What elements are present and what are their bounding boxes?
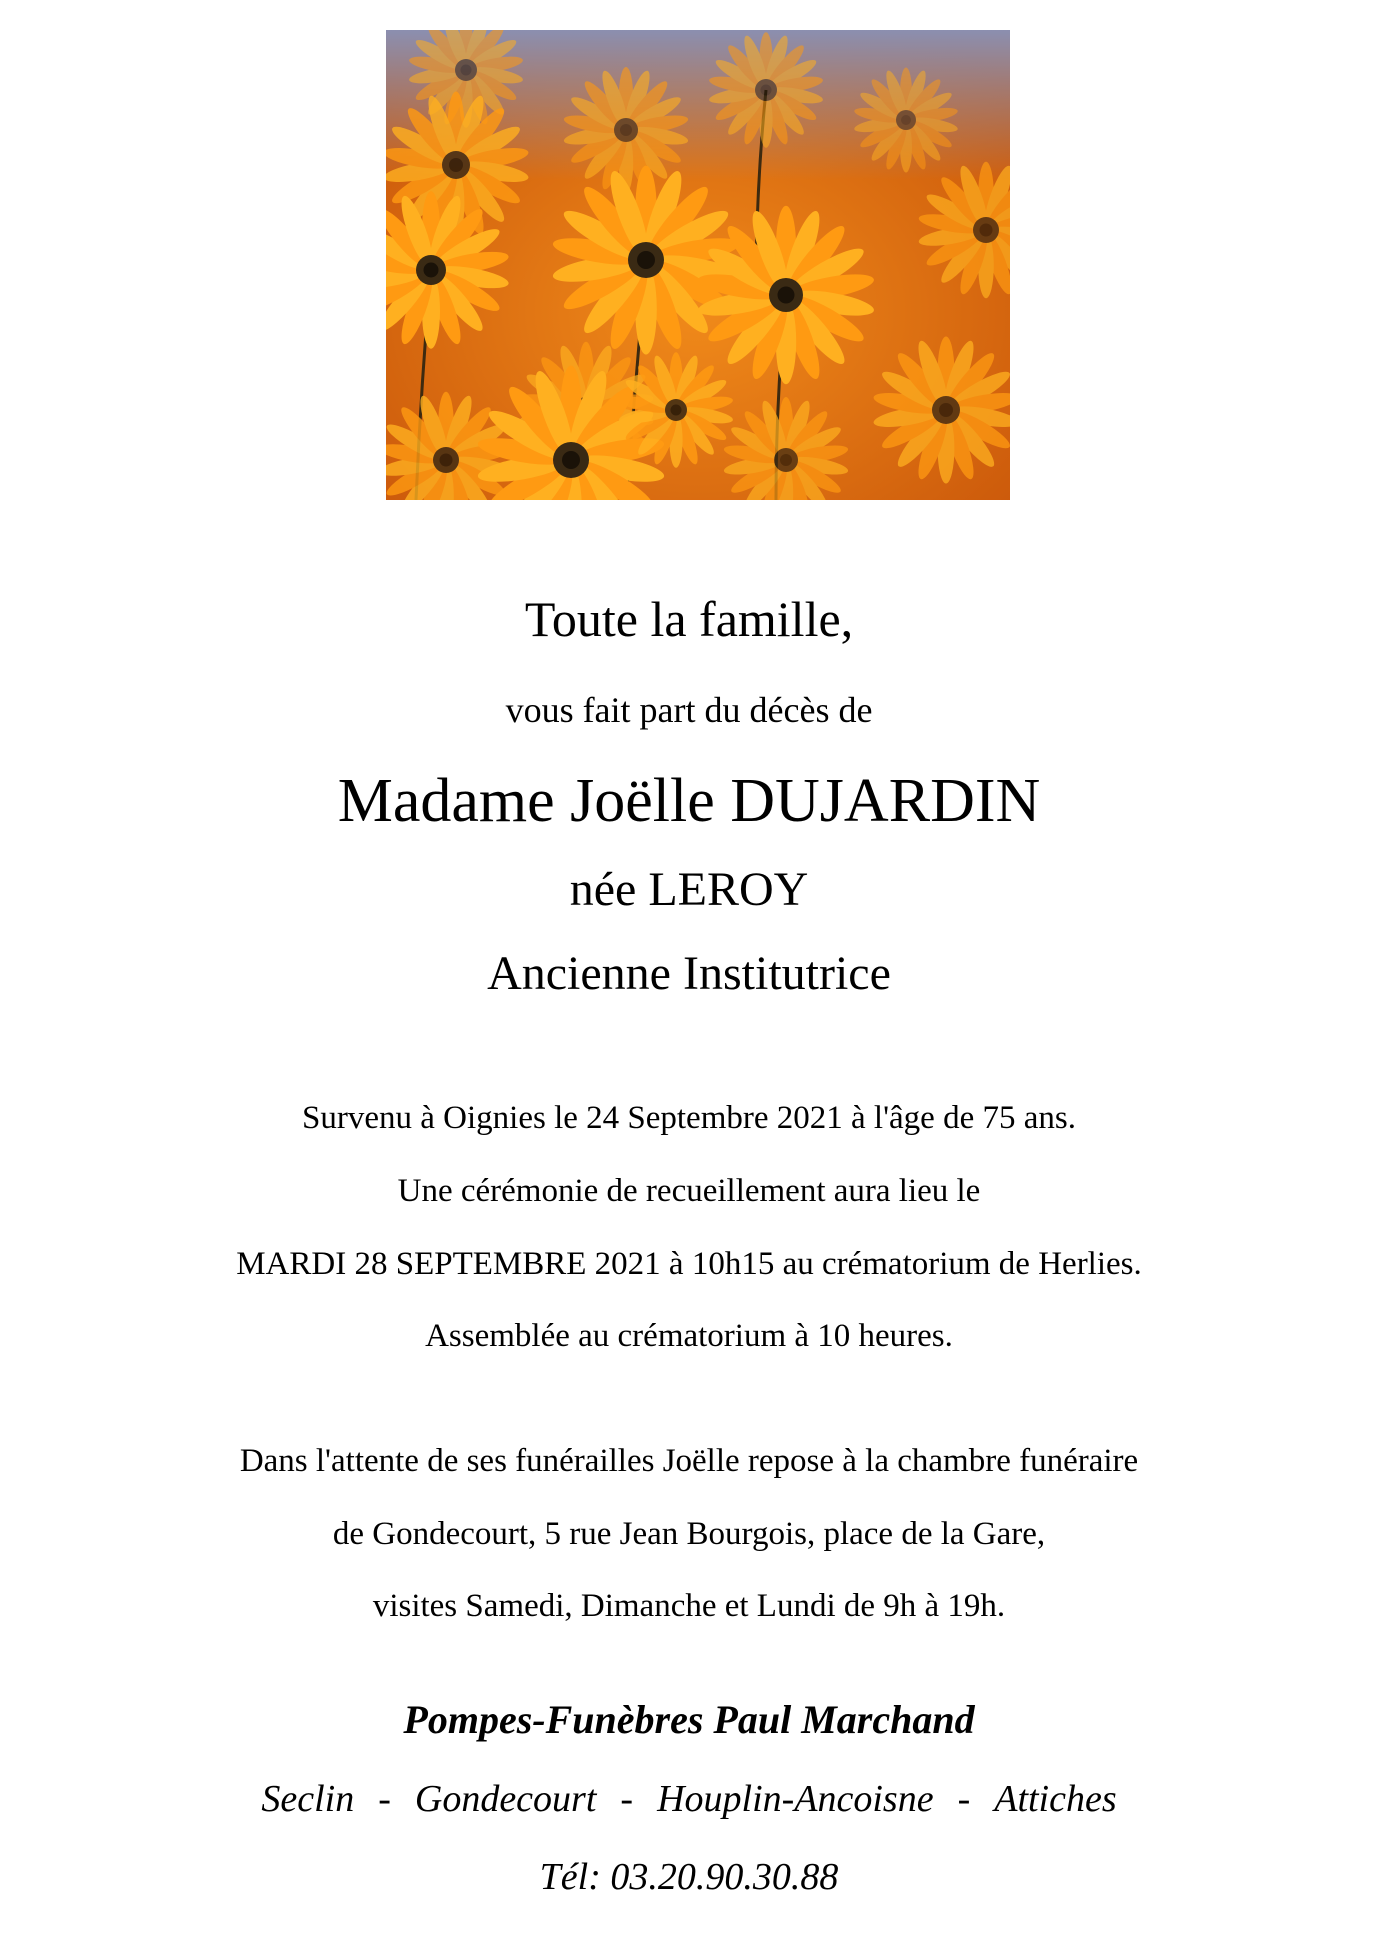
town-separator: -	[620, 1778, 634, 1820]
death-details: Survenu à Oignies le 24 Septembre 2021 à l'âge de 75 ans.	[302, 1100, 1076, 1136]
flower-photo	[386, 30, 1010, 500]
deceased-name: Madame Joëlle DUJARDIN	[337, 767, 1041, 835]
ceremony-intro: Une cérémonie de recueillement aura lieu le	[397, 1173, 981, 1209]
daisy-flowers-image	[386, 30, 1010, 500]
town-separator: -	[957, 1778, 971, 1820]
funeral-home-towns	[0, 1780, 1378, 1818]
phone-number: Tél: 03.20.90.30.88	[539, 1856, 839, 1898]
funeral-home-name: Pompes-Funèbres Paul Marchand	[403, 1697, 975, 1742]
announcement-text: vous fait part du décès de	[505, 690, 873, 730]
visitation-hours: visites Samedi, Dimanche et Lundi de 9h à 19h.	[372, 1588, 1006, 1624]
assembly-time: Assemblée au crématorium à 10 heures.	[425, 1318, 953, 1354]
town-gondecourt: Gondecourt	[414, 1778, 597, 1820]
visitation-line-1: Dans l'attente de ses funérailles Joëlle repose à la chambre funéraire	[239, 1443, 1139, 1479]
town-seclin: Seclin	[261, 1778, 355, 1820]
ceremony-date: MARDI 28 SEPTEMBRE 2021 à 10h15 au crématorium de Herlies.	[236, 1246, 1142, 1282]
town-attiches: Attiches	[994, 1778, 1117, 1820]
family-heading: Toute la famille,	[524, 591, 854, 647]
town-separator: -	[378, 1778, 391, 1820]
profession: Ancienne Institutrice	[487, 947, 891, 1000]
visitation-address: de Gondecourt, 5 rue Jean Bourgois, place de la Gare,	[332, 1516, 1046, 1552]
town-houplin-ancoisne: Houplin-Ancoisne	[657, 1778, 934, 1820]
maiden-name: née LEROY	[569, 863, 809, 916]
